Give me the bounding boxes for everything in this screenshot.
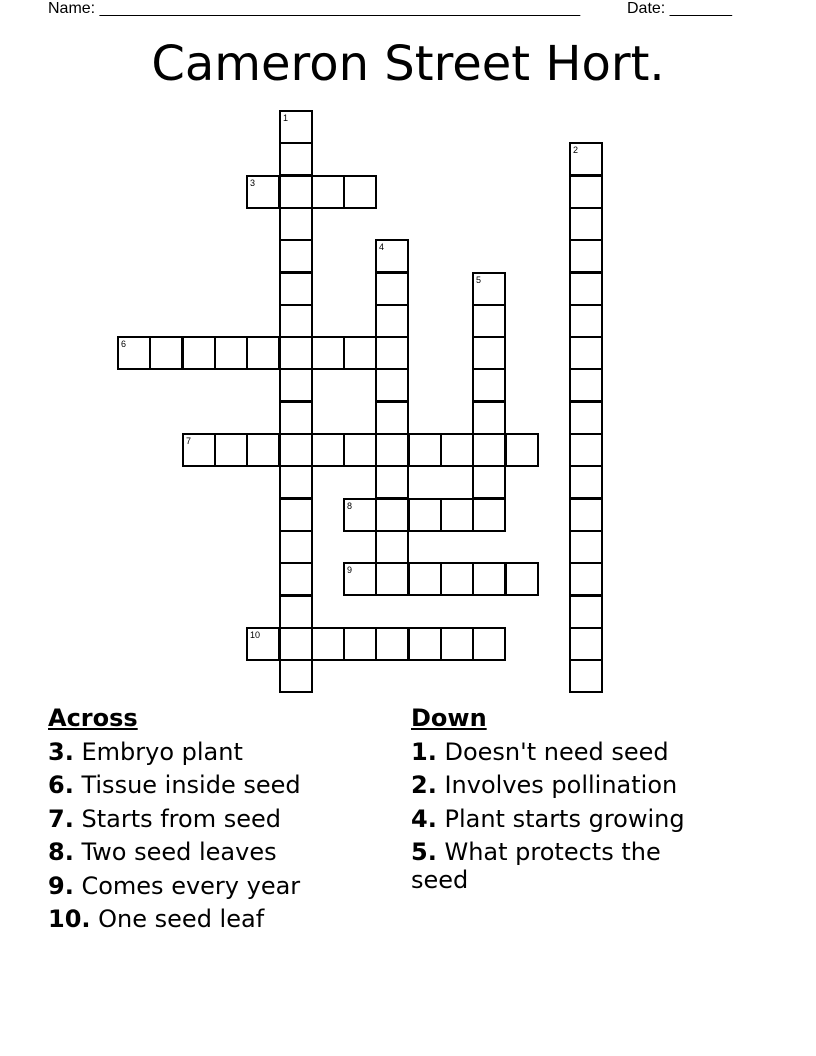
crossword-cell[interactable]	[182, 433, 216, 467]
crossword-cell[interactable]	[375, 627, 409, 661]
crossword-cell[interactable]	[311, 627, 345, 661]
crossword-cell[interactable]	[569, 498, 603, 532]
cell-number: 3	[250, 178, 256, 188]
crossword-cell[interactable]	[279, 562, 313, 596]
cell-number: 4	[379, 242, 385, 252]
crossword-cell[interactable]	[279, 368, 313, 402]
crossword-cell[interactable]	[569, 465, 603, 499]
clue-number: 9.	[48, 871, 74, 900]
crossword-cell[interactable]	[375, 272, 409, 306]
clue-text: Plant starts growing	[444, 804, 685, 833]
date-field[interactable]: Date: _______	[627, 0, 732, 17]
crossword-cell[interactable]	[472, 498, 506, 532]
clue-text: Starts from seed	[81, 804, 281, 833]
across-clue	[48, 738, 388, 766]
clue-number: 2.	[411, 771, 437, 799]
clue-number: 7.	[48, 804, 74, 833]
crossword-cell[interactable]	[440, 498, 474, 532]
crossword-cell[interactable]	[472, 304, 506, 338]
crossword-cell[interactable]	[343, 627, 377, 661]
crossword-cell[interactable]	[569, 562, 603, 596]
crossword-cell[interactable]	[279, 175, 313, 209]
crossword-cell[interactable]	[569, 530, 603, 564]
crossword-cell[interactable]	[279, 465, 313, 499]
cell-number: 2	[573, 145, 579, 155]
clue-number: 6.	[48, 771, 74, 799]
clue-text: Involves pollination	[444, 771, 678, 799]
crossword-cell[interactable]	[279, 433, 313, 467]
cell-number: 9	[347, 565, 353, 575]
cell-number: 6	[121, 339, 127, 349]
crossword-cell[interactable]	[375, 239, 409, 273]
crossword-cell[interactable]	[569, 368, 603, 402]
crossword-cell[interactable]	[569, 336, 603, 370]
crossword-cell[interactable]	[569, 207, 603, 241]
crossword-cell[interactable]	[279, 142, 313, 176]
crossword-cell[interactable]	[117, 336, 151, 370]
crossword-cell[interactable]	[246, 336, 280, 370]
down-heading: Down	[411, 704, 487, 732]
crossword-cell[interactable]	[311, 175, 345, 209]
cell-number: 10	[250, 630, 261, 640]
crossword-cell[interactable]	[214, 336, 248, 370]
crossword-cell[interactable]	[375, 401, 409, 435]
crossword-cell[interactable]	[214, 433, 248, 467]
clue-number: 3.	[48, 737, 74, 766]
clue-number: 8.	[48, 838, 74, 866]
crossword-cell[interactable]	[440, 562, 474, 596]
down-clue	[411, 805, 711, 833]
crossword-cell[interactable]	[279, 110, 313, 144]
crossword-cell[interactable]	[440, 433, 474, 467]
clue-text: Two seed leaves	[81, 838, 277, 866]
down-clue	[411, 738, 711, 766]
clue-text: Comes every year	[81, 871, 301, 900]
cell-number: 7	[186, 436, 192, 446]
crossword-cell[interactable]	[569, 433, 603, 467]
crossword-cell[interactable]	[279, 401, 313, 435]
crossword-cell[interactable]	[472, 272, 506, 306]
across-clue	[48, 905, 388, 933]
down-clue	[411, 838, 711, 894]
crossword-cell[interactable]	[472, 465, 506, 499]
crossword-cell[interactable]	[408, 433, 442, 467]
cell-number: 8	[347, 501, 353, 511]
crossword-cell[interactable]	[569, 304, 603, 338]
name-field[interactable]: Name: ______________________________________________________	[48, 0, 581, 17]
crossword-cell[interactable]	[569, 175, 603, 209]
crossword-cell[interactable]	[279, 336, 313, 370]
crossword-cell[interactable]	[279, 207, 313, 241]
crossword-cell[interactable]	[311, 433, 345, 467]
across-clue	[48, 872, 388, 900]
clue-number: 1.	[411, 737, 437, 766]
crossword-cell[interactable]	[375, 562, 409, 596]
crossword-cell[interactable]	[375, 433, 409, 467]
crossword-cell[interactable]	[246, 627, 280, 661]
clue-text: One seed leaf	[98, 905, 265, 933]
crossword-cell[interactable]	[472, 401, 506, 435]
crossword-cell[interactable]	[279, 627, 313, 661]
clue-text: Doesn't need seed	[444, 737, 669, 766]
crossword-cell[interactable]	[279, 304, 313, 338]
crossword-cell[interactable]	[149, 336, 183, 370]
crossword-cell[interactable]	[472, 433, 506, 467]
crossword-cell[interactable]	[375, 368, 409, 402]
crossword-cell[interactable]	[569, 659, 603, 693]
clue-text: What protects the seed	[411, 838, 661, 894]
crossword-cell[interactable]	[375, 336, 409, 370]
crossword-cell[interactable]	[440, 627, 474, 661]
crossword-cell[interactable]	[472, 627, 506, 661]
crossword-cell[interactable]	[569, 272, 603, 306]
crossword-cell[interactable]	[375, 465, 409, 499]
down-clues	[411, 704, 711, 894]
crossword-cell[interactable]	[472, 562, 506, 596]
across-clue	[48, 805, 388, 833]
crossword-cell[interactable]	[569, 595, 603, 629]
crossword-cell[interactable]	[279, 239, 313, 273]
cell-number: 1	[283, 113, 289, 123]
crossword-cell[interactable]	[375, 498, 409, 532]
crossword-cell[interactable]	[279, 272, 313, 306]
crossword-cell[interactable]	[311, 336, 345, 370]
across-clues	[48, 704, 388, 933]
crossword-cell[interactable]	[279, 595, 313, 629]
clue-text: Embryo plant	[81, 737, 243, 766]
crossword-cell[interactable]	[279, 659, 313, 693]
crossword-cell[interactable]	[408, 627, 442, 661]
crossword-cell[interactable]	[246, 433, 280, 467]
crossword-cell[interactable]	[472, 336, 506, 370]
crossword-cell[interactable]	[182, 336, 216, 370]
clue-number: 10.	[48, 905, 91, 933]
crossword-cell[interactable]	[375, 304, 409, 338]
clue-text: Tissue inside seed	[81, 771, 301, 799]
crossword-cell[interactable]	[569, 627, 603, 661]
crossword-cell[interactable]	[472, 368, 506, 402]
across-clue	[48, 771, 388, 799]
crossword-cell[interactable]	[375, 530, 409, 564]
crossword-cell[interactable]	[505, 562, 539, 596]
clue-number: 5.	[411, 838, 437, 866]
across-clue	[48, 838, 388, 866]
crossword-cell[interactable]	[343, 175, 377, 209]
crossword-cell[interactable]	[569, 401, 603, 435]
crossword-cell[interactable]	[569, 239, 603, 273]
crossword-cell[interactable]	[246, 175, 280, 209]
crossword-cell[interactable]	[343, 562, 377, 596]
crossword-cell[interactable]	[343, 336, 377, 370]
clue-number: 4.	[411, 804, 437, 833]
crossword-cell[interactable]	[408, 498, 442, 532]
across-heading: Across	[48, 704, 138, 732]
crossword-cell[interactable]	[279, 530, 313, 564]
crossword-cell[interactable]	[279, 498, 313, 532]
page-title: Cameron Street Hort.	[151, 36, 665, 92]
crossword-cell[interactable]	[343, 498, 377, 532]
down-clue	[411, 771, 711, 799]
crossword-cell[interactable]	[569, 142, 603, 176]
crossword-cell[interactable]	[343, 433, 377, 467]
cell-number: 5	[476, 275, 482, 285]
crossword-cell[interactable]	[408, 562, 442, 596]
crossword-cell[interactable]	[505, 433, 539, 467]
